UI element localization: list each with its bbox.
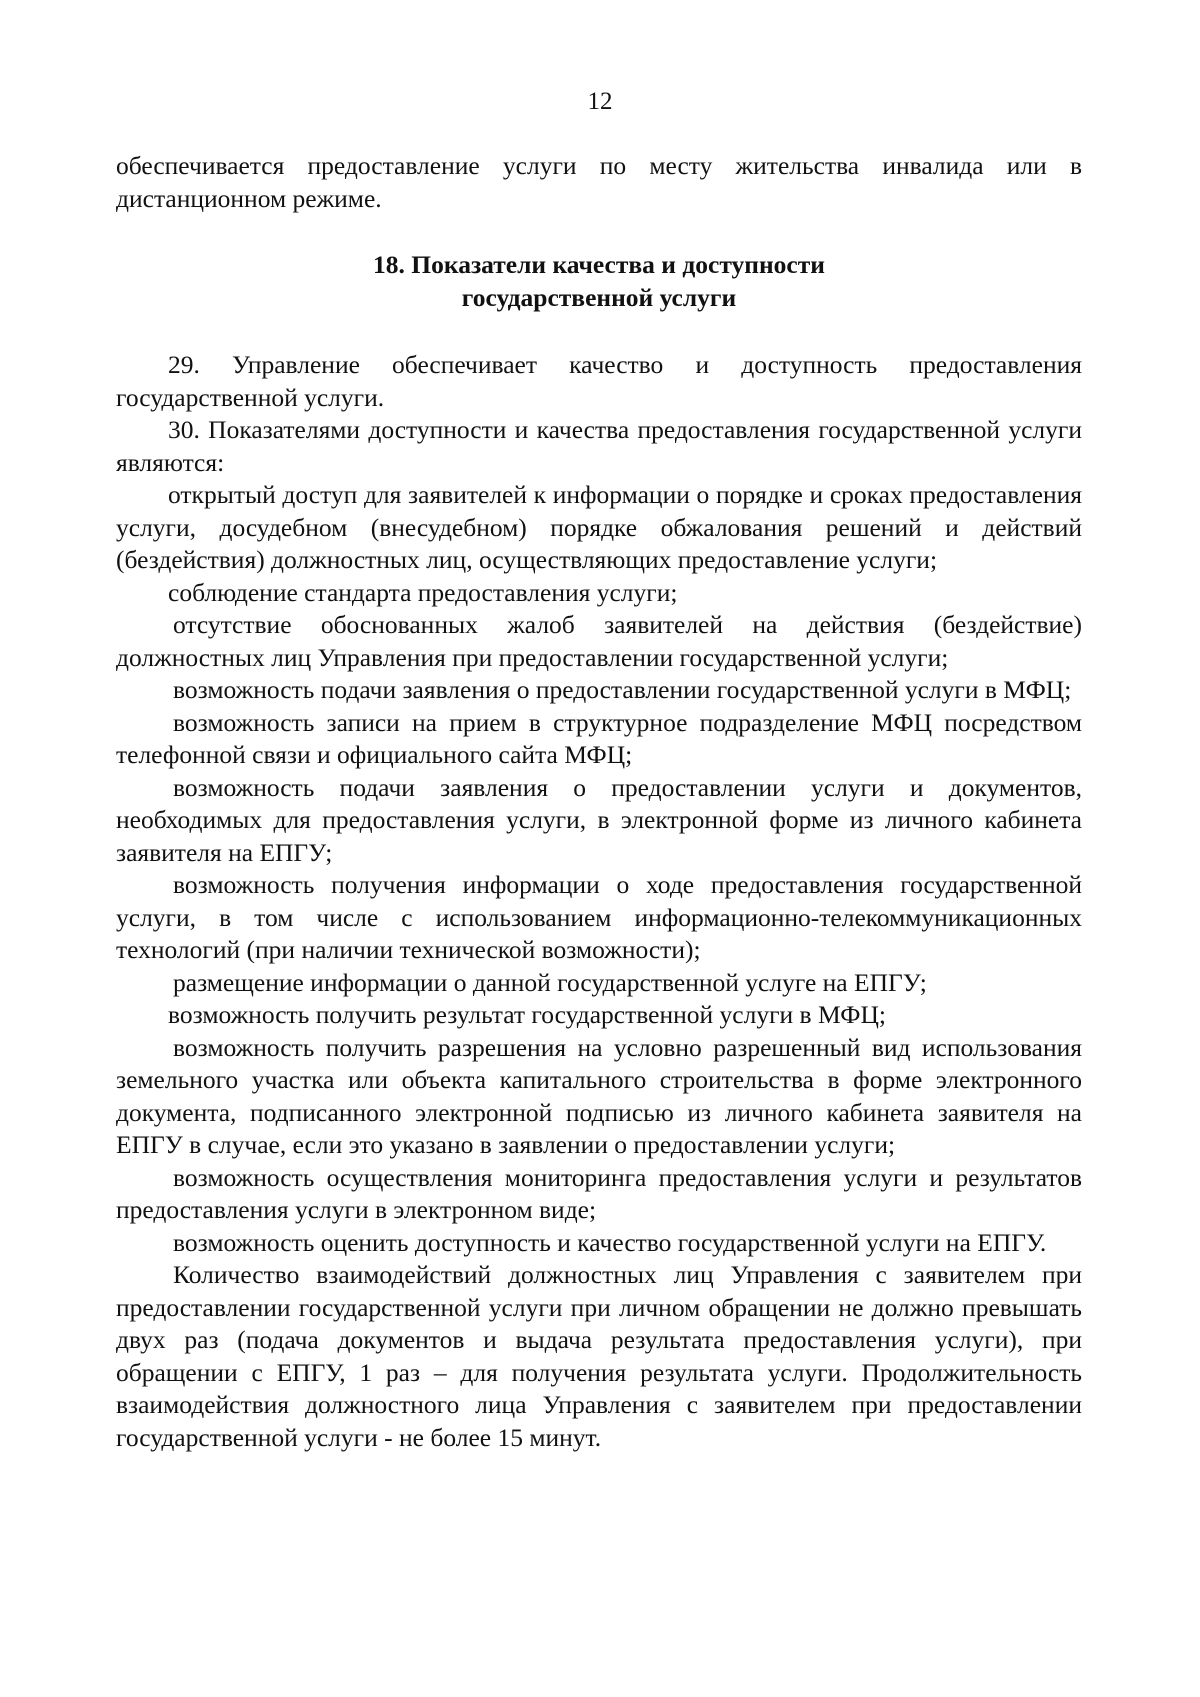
list-item-electronic-permit: возможность получить разрешения на условно разрешенный вид использования земельного участка или объекта капитального строительства в форме электронного документа, подписанного электронной подписью из личного кабинета заявителя на ЕПГУ в случае, если это указано в заявлении о предоставлении услуги; (116, 1032, 1082, 1159)
list-item-mfc-appointment: возможность записи на прием в структурное подразделение МФЦ посредством телефонной связи и официального сайта МФЦ; (116, 707, 1082, 769)
list-item-monitoring: возможность осуществления мониторинга предоставления услуги и результатов предоставления услуги в электронном виде; (116, 1162, 1082, 1224)
list-item-electronic-application: возможность подачи заявления о предоставлении услуги и документов, необходимых для предоставления услуги, в электронной форме из личного кабинета заявителя на ЕПГУ; (116, 772, 1082, 867)
list-item-epgu-info: размещение информации о данной государственной услуге на ЕПГУ; (173, 967, 927, 997)
section-title-line-1: 18. Показатели качества и доступности (373, 250, 825, 279)
paragraph-29: 29. Управление обеспечивает качество и доступность предоставления государственной услуги. (116, 350, 1082, 412)
list-item-standard-compliance: соблюдение стандарта предоставления услуги; (168, 577, 678, 607)
list-item-mfc-application: возможность подачи заявления о предоставлении государственной услуги в МФЦ; (173, 675, 1072, 704)
list-item-quality-rating: возможность оценить доступность и качество государственной услуги на ЕПГУ. (173, 1227, 1047, 1257)
list-item-progress-info: возможность получения информации о ходе предоставления государственной услуги, в том числе с использованием информационно-телекоммуникационных технологий (при наличии технической возможности); (116, 870, 1082, 964)
page-number: 12 (587, 88, 613, 115)
list-item-mfc-result: возможность получить результат государственной услуги в МФЦ; (168, 1000, 886, 1029)
paragraph-30: 30. Показателями доступности и качества предоставления государственной услуги являются: (116, 415, 1082, 477)
intro-paragraph: обеспечивается предоставление услуги по месту жительства инвалида или в дистанционном режиме. (116, 151, 1082, 213)
paragraph-interactions: Количество взаимодействий должностных лиц Управления с заявителем при предоставлении государственной услуги при личном обращении не должно превышать двух раз (подача документов и выдача результата предоставления услуги), при обращении с ЕПГУ, 1 раз – для получения результата услуги. Продолжительность взаимодействия должностного лица Управления с заявителем при предоставлении государственной услуги - не более 15 минут. (116, 1260, 1082, 1452)
list-item-open-access: открытый доступ для заявителей к информации о порядке и сроках предоставления услуги, досудебном (внесудебном) порядке обжалования решений и действий (бездействия) должностных лиц, осуществляющих предоставление услуги; (116, 480, 1082, 574)
section-title-line-2: государственной услуги (461, 282, 737, 312)
section-heading (116, 249, 1082, 314)
list-item-no-complaints: отсутствие обоснованных жалоб заявителей на действия (бездействие) должностных лиц Управления при предоставлении государственной услуги; (116, 610, 1082, 672)
document-body (116, 150, 1082, 1454)
